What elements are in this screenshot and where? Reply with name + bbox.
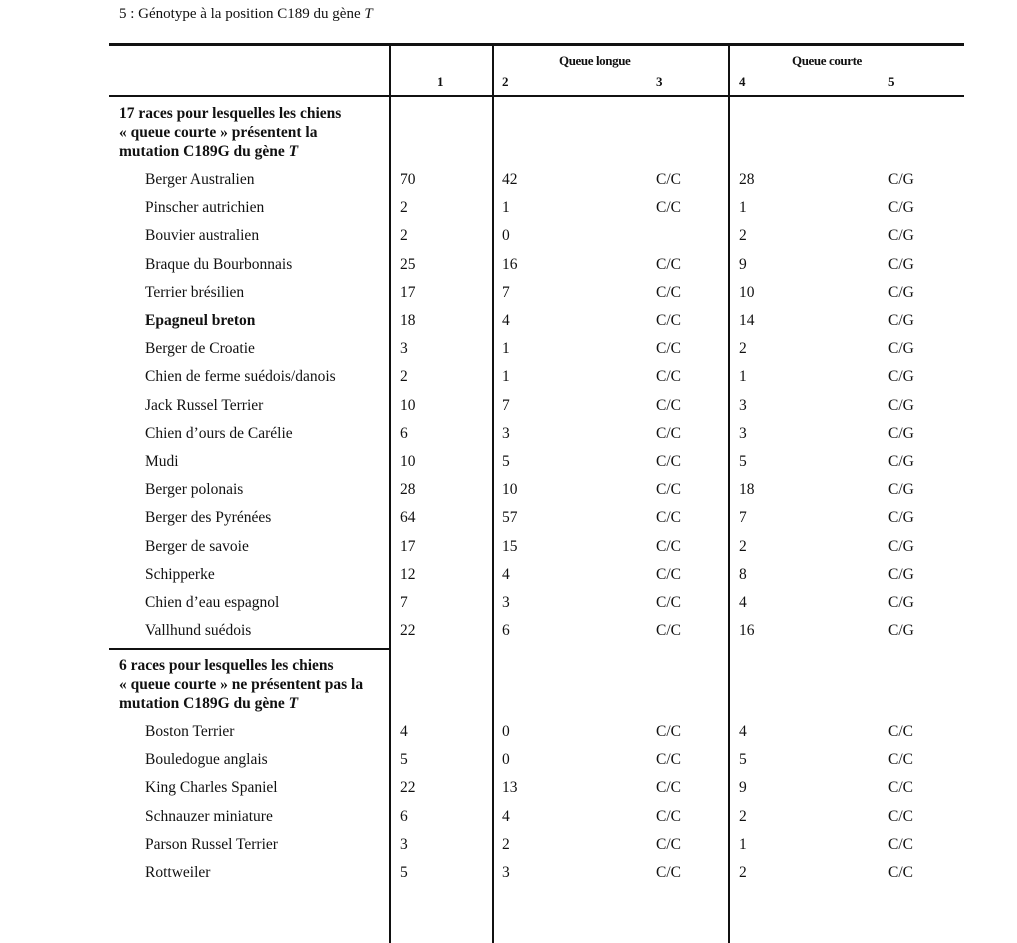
col5-cell: C/C — [888, 751, 913, 769]
col4-cell: 18 — [739, 481, 755, 499]
col5-cell: C/G — [888, 340, 914, 358]
breed-cell: Chien de ferme suédois/danois — [145, 368, 336, 386]
col1-cell: 18 — [400, 312, 416, 329]
breed-cell: Schnauzer miniature — [145, 807, 273, 825]
table-row — [109, 593, 964, 617]
section-title-line: « queue courte » présentent la — [119, 124, 318, 141]
col1-cell: 2 — [400, 199, 408, 217]
col2-cell: 4 — [502, 312, 510, 329]
col4-cell: 2 — [739, 807, 747, 825]
col1-cell: 10 — [400, 453, 416, 470]
col3-cell: C/C — [656, 751, 681, 769]
col5-cell: C/G — [888, 283, 914, 301]
table-row — [109, 722, 964, 746]
breed-cell: Chien d’eau espagnol — [145, 594, 280, 611]
breed-cell: Berger Australien — [145, 171, 255, 188]
caption-gene: T — [364, 6, 373, 22]
breed-cell: Schipperke — [145, 565, 215, 583]
table-caption — [119, 4, 373, 24]
col2-cell: 4 — [502, 807, 510, 825]
col4-cell: 2 — [739, 537, 747, 555]
col2-cell: 0 — [502, 751, 510, 769]
section-title-line: « queue courte » ne présentent pas la — [119, 676, 364, 693]
col5-cell: C/G — [888, 227, 914, 245]
section-title — [119, 104, 387, 161]
col1-cell: 12 — [400, 565, 416, 583]
col4-cell: 28 — [739, 171, 755, 188]
col4-cell: 2 — [739, 864, 747, 881]
table-row — [109, 863, 964, 887]
col2-cell: 3 — [502, 594, 510, 611]
table-top-rule — [109, 43, 964, 46]
col3-cell: C/C — [656, 779, 681, 797]
col3-cell: C/C — [656, 424, 681, 442]
breed-cell: Berger de Croatie — [145, 340, 255, 358]
col1-cell: 7 — [400, 594, 408, 611]
col2-cell: 3 — [502, 424, 510, 442]
header-group-long-tail: Queue longue — [559, 53, 631, 68]
col2-cell: 16 — [502, 255, 518, 273]
col4-cell: 9 — [739, 255, 747, 273]
breed-cell: Terrier brésilien — [145, 283, 245, 301]
header-group-short-tail: Queue courte — [792, 53, 862, 68]
col1-cell: 3 — [400, 340, 408, 358]
section-separator — [109, 648, 390, 650]
col5-cell: C/C — [888, 864, 913, 881]
col3-cell: C/C — [656, 864, 681, 881]
col1-cell: 3 — [400, 835, 408, 853]
col3-cell: C/C — [656, 509, 681, 527]
table-row — [109, 311, 964, 335]
col1-cell: 5 — [400, 864, 408, 881]
table-row — [109, 835, 964, 859]
col1-cell: 5 — [400, 751, 408, 769]
col5-cell: C/C — [888, 807, 913, 825]
col5-cell: C/G — [888, 453, 914, 470]
col3-cell: C/C — [656, 594, 681, 611]
breed-cell: Vallhund suédois — [145, 622, 252, 640]
col4-cell: 3 — [739, 424, 747, 442]
header-col-4: 4 — [739, 74, 746, 89]
col4-cell: 10 — [739, 283, 755, 301]
col4-cell: 1 — [739, 835, 747, 853]
col3-cell: C/C — [656, 340, 681, 358]
table-row — [109, 621, 964, 645]
col1-cell: 17 — [400, 283, 416, 301]
table-row — [109, 750, 964, 774]
col5-cell: C/G — [888, 199, 914, 217]
col1-cell: 64 — [400, 509, 416, 527]
col5-cell: C/G — [888, 255, 914, 273]
col3-cell: C/C — [656, 537, 681, 555]
col2-cell: 0 — [502, 227, 510, 245]
col1-cell: 6 — [400, 807, 408, 825]
col1-cell: 22 — [400, 779, 416, 797]
col4-cell: 4 — [739, 594, 747, 611]
section-title-gene: T — [288, 143, 299, 160]
table-row — [109, 480, 964, 504]
col5-cell: C/G — [888, 396, 914, 414]
breed-cell: Rottweiler — [145, 864, 211, 881]
col4-cell: 2 — [739, 227, 747, 245]
section-title-line: mutation C189G du gène — [119, 695, 285, 712]
col1-cell: 2 — [400, 227, 408, 245]
col3-cell: C/C — [656, 723, 681, 740]
col2-cell: 4 — [502, 565, 510, 583]
col1-cell: 6 — [400, 424, 408, 442]
header-col-5: 5 — [888, 74, 895, 89]
col1-cell: 2 — [400, 368, 408, 386]
table-row — [109, 424, 964, 448]
breed-cell: Mudi — [145, 453, 179, 470]
col4-cell: 16 — [739, 622, 755, 640]
col5-cell: C/G — [888, 622, 914, 640]
header-col-1: 1 — [437, 74, 444, 89]
col5-cell: C/C — [888, 835, 913, 853]
col3-cell: C/C — [656, 453, 681, 470]
col5-cell: C/G — [888, 171, 914, 188]
col4-cell: 5 — [739, 453, 747, 470]
col4-cell: 14 — [739, 312, 755, 329]
table-row — [109, 198, 964, 222]
table-row — [109, 367, 964, 391]
col2-cell: 42 — [502, 171, 518, 188]
breed-cell: Berger des Pyrénées — [145, 509, 272, 527]
breed-cell: Bouvier australien — [145, 227, 260, 245]
breed-cell: Boston Terrier — [145, 723, 235, 740]
breed-cell: Jack Russel Terrier — [145, 396, 264, 414]
col4-cell: 1 — [739, 368, 747, 386]
header-col-2: 2 — [502, 74, 509, 89]
table-row — [109, 170, 964, 194]
section-title-line: 17 races pour lesquelles les chiens — [119, 105, 342, 122]
col3-cell: C/C — [656, 807, 681, 825]
col3-cell: C/C — [656, 283, 681, 301]
col5-cell: C/G — [888, 594, 914, 611]
col3-cell: C/C — [656, 481, 681, 499]
table-row — [109, 452, 964, 476]
col1-cell: 22 — [400, 622, 416, 640]
caption-text: 5 : Génotype à la position C189 du gène — [119, 6, 361, 22]
table-row — [109, 508, 964, 532]
col2-cell: 3 — [502, 864, 510, 881]
col2-cell: 1 — [502, 199, 510, 217]
breed-cell: Parson Russel Terrier — [145, 835, 278, 853]
col3-cell: C/C — [656, 622, 681, 640]
col3-cell: C/C — [656, 835, 681, 853]
col2-cell: 1 — [502, 340, 510, 358]
col2-cell: 57 — [502, 509, 518, 527]
col1-cell: 4 — [400, 723, 408, 740]
col1-cell: 70 — [400, 171, 416, 188]
col1-cell: 25 — [400, 255, 416, 273]
col3-cell: C/C — [656, 199, 681, 217]
table-row — [109, 807, 964, 831]
col5-cell: C/G — [888, 368, 914, 386]
col4-cell: 7 — [739, 509, 747, 527]
col5-cell: C/G — [888, 509, 914, 527]
col2-cell: 15 — [502, 537, 518, 555]
col4-cell: 1 — [739, 199, 747, 217]
col3-cell: C/C — [656, 171, 681, 188]
col2-cell: 1 — [502, 368, 510, 386]
col4-cell: 8 — [739, 565, 747, 583]
col2-cell: 10 — [502, 481, 518, 499]
section-title — [119, 656, 387, 713]
table-header-rule — [109, 95, 964, 97]
col3-cell: C/C — [656, 368, 681, 386]
section-title-line: 6 races pour lesquelles les chiens — [119, 657, 334, 674]
col4-cell: 4 — [739, 723, 747, 740]
breed-cell: Braque du Bourbonnais — [145, 255, 293, 273]
col2-cell: 6 — [502, 622, 510, 640]
col3-cell: C/C — [656, 255, 681, 273]
col4-cell: 9 — [739, 779, 747, 797]
breed-cell: Berger de savoie — [145, 537, 249, 555]
col5-cell: C/G — [888, 537, 914, 555]
breed-cell: Berger polonais — [145, 481, 244, 499]
col5-cell: C/G — [888, 312, 914, 329]
section-title-gene: T — [288, 695, 299, 712]
col5-cell: C/G — [888, 481, 914, 499]
col5-cell: C/G — [888, 565, 914, 583]
col1-cell: 10 — [400, 396, 416, 414]
col4-cell: 2 — [739, 340, 747, 358]
col3-cell: C/C — [656, 312, 681, 329]
col4-cell: 3 — [739, 396, 747, 414]
header-col-3: 3 — [656, 74, 663, 89]
table-row — [109, 537, 964, 561]
breed-cell: Epagneul breton — [145, 312, 256, 329]
col2-cell: 5 — [502, 453, 510, 470]
section-title-line: mutation C189G du gène — [119, 143, 285, 160]
table-row — [109, 226, 964, 250]
col2-cell: 13 — [502, 779, 518, 797]
breed-cell: Pinscher autrichien — [145, 199, 265, 217]
table-row — [109, 283, 964, 307]
col5-cell: C/G — [888, 424, 914, 442]
col2-cell: 7 — [502, 396, 510, 414]
table-row — [109, 255, 964, 279]
col4-cell: 5 — [739, 751, 747, 769]
col2-cell: 0 — [502, 723, 510, 740]
genotype-table — [109, 43, 964, 903]
col1-cell: 17 — [400, 537, 416, 555]
table-row — [109, 396, 964, 420]
table-row — [109, 778, 964, 802]
breed-cell: Bouledogue anglais — [145, 751, 268, 769]
col2-cell: 2 — [502, 835, 510, 853]
col5-cell: C/C — [888, 723, 913, 740]
col3-cell: C/C — [656, 396, 681, 414]
breed-cell: Chien d’ours de Carélie — [145, 424, 293, 442]
table-row — [109, 339, 964, 363]
col2-cell: 7 — [502, 283, 510, 301]
col3-cell: C/C — [656, 565, 681, 583]
col1-cell: 28 — [400, 481, 416, 499]
col5-cell: C/C — [888, 779, 913, 797]
table-row — [109, 565, 964, 589]
breed-cell: King Charles Spaniel — [145, 779, 278, 797]
